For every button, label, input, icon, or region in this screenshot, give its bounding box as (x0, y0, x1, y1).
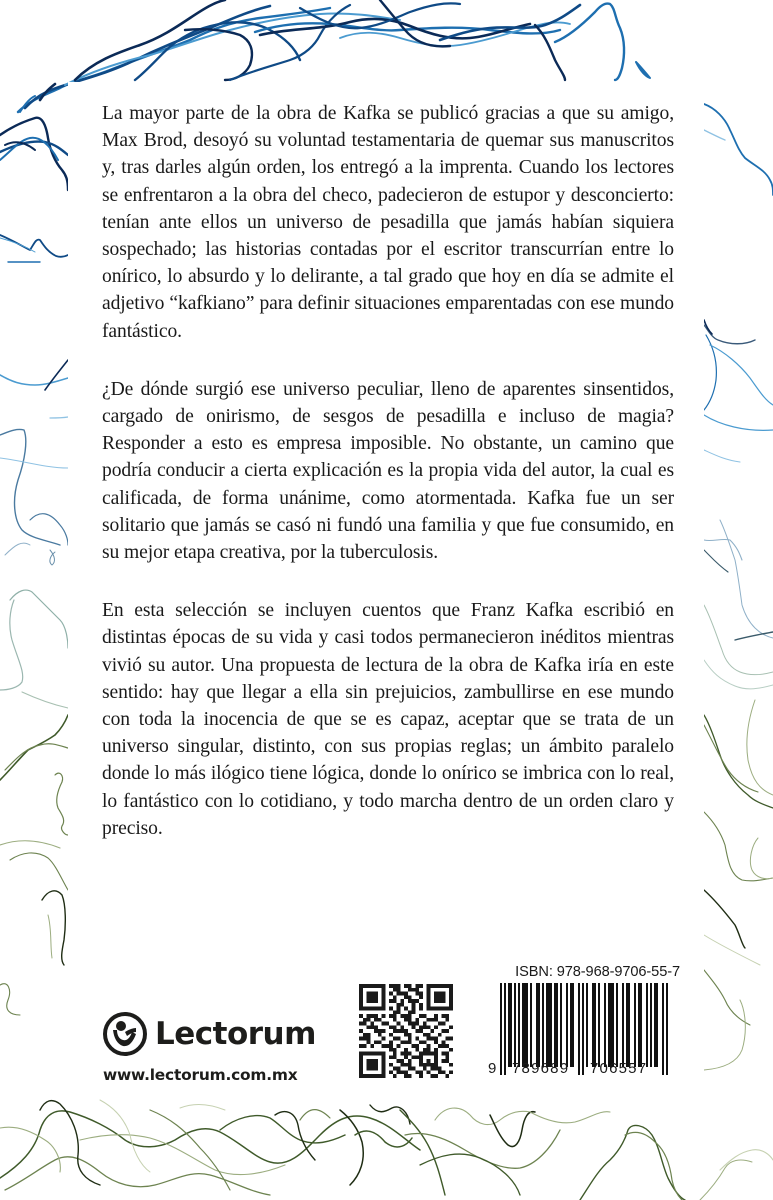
publisher-url: www.lectorum.com.mx (103, 1066, 298, 1084)
publisher-logo (103, 1008, 318, 1084)
barcode-digits (486, 1060, 682, 1080)
barcode-digits-right: 706557 (590, 1060, 648, 1077)
isbn-label: ISBN: 978-968-9706-55-7 (515, 964, 680, 980)
synopsis (102, 100, 674, 873)
publisher-name: Lectorum (155, 1016, 316, 1052)
barcode-digit-lead: 9 (488, 1060, 497, 1077)
isbn-block (486, 964, 682, 1085)
right-side-threads (704, 104, 773, 1070)
left-side-threads (0, 235, 68, 1015)
qr-code-icon (359, 984, 453, 1078)
synopsis-paragraph-2: ¿De dónde surgió ese universo peculiar, lleno de aparentes sinsentidos, cargado de onirismo, de sesgos de pesadilla e incluso de magia? Responder a esto es empresa imposible. No obstante, un camino que podría conducir a cierta explicación es la propia vida del autor, la cual es calificada, de forma unánime, como atormentada. Kafka fue un ser solitario que jamás se casó ni fundó una familia y que fue consumido, en su mejor etapa creativa, por la tuberculosis. (102, 378, 674, 564)
lectorum-reader-icon (103, 1012, 147, 1056)
synopsis-paragraph-3: En esta selección se incluyen cuentos que Franz Kafka escribió en distintas épocas de su vida y casi todos permanecieron inéditos mientras vivió su autor. Una propuesta de lectura de la obra de Kafka iría en este sentido: hay que llegar a ella sin prejuicios, zambullirse en ese mundo con toda la inocencia de que se es capaz, aceptar que se trata de un universo singular, distinto, con sus propias reglas; un ámbito paralelo donde lo más ilógico tiene lógica, donde lo onírico se imbrica con lo real, lo fantástico con lo cotidiano, y todo marcha dentro de un orden claro y preciso. (102, 600, 674, 839)
cover-footer (0, 960, 773, 1090)
bottom-green-threads (0, 1100, 773, 1200)
synopsis-paragraph-1: La mayor parte de la obra de Kafka se publicó gracias a que su amigo, Max Brod, desoyó su voluntad testamentaria de quemar sus manuscritos y, tras darles algún orden, los entregó a la imprenta. Cuando los lectores se enfrentaron a la obra del checo, padecieron de estupor y desconcierto: tenían ante ellos un universo de pesadilla que jamás habían siquiera sospechado; las historias contadas por el escritor transcurrían entre lo onírico, lo absurdo y lo delirante, a tal grado que hoy en día se admite el adjetivo “kafkiano” para definir situaciones emparentadas con ese mundo fantástico. (102, 103, 674, 342)
barcode-digits-left: 789689 (512, 1060, 570, 1077)
